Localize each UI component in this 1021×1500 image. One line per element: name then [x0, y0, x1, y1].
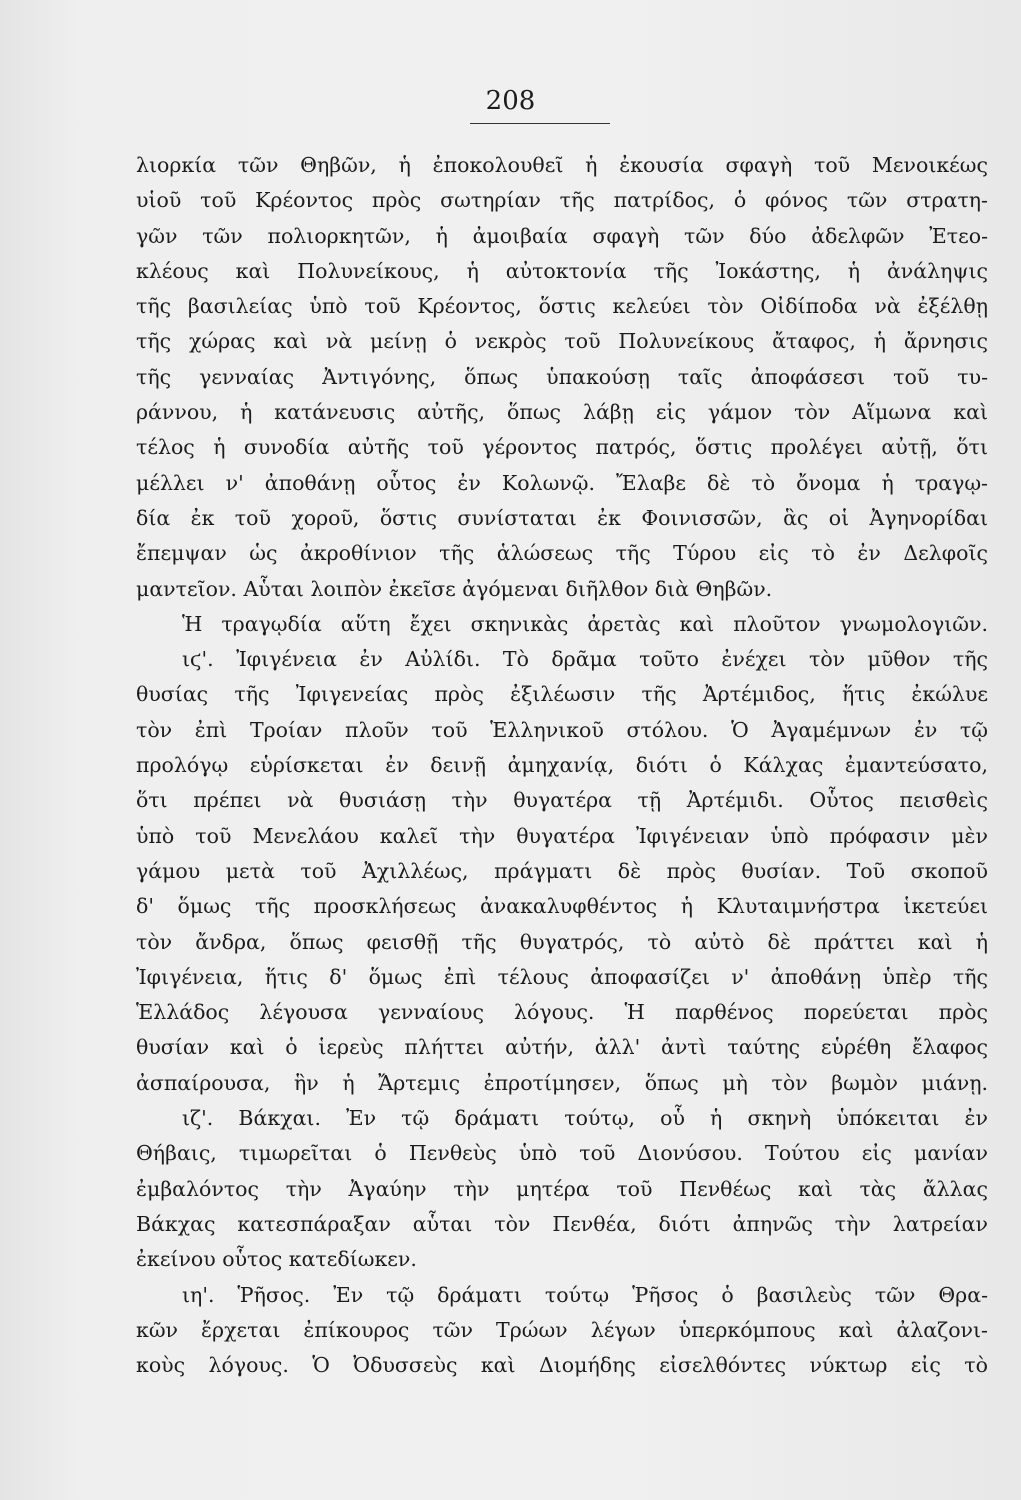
text-line: τὸν ἐπὶ Τροίαν πλοῦν τοῦ Ἑλληνικοῦ στόλου. Ὁ Ἀγαμέμνων ἐν τῷ: [136, 717, 988, 742]
text-line: τῆς βασιλείας ὑπὸ τοῦ Κρέοντος, ὅστις κελεύει τὸν Οἰδίποδα νὰ ἐξέλθῃ: [136, 294, 988, 319]
text-line: μέλλει ν' ἀποθάνῃ οὗτος ἐν Κολωνῷ. Ἔλαβε δὲ τὸ ὄνομα ἡ τραγῳ-: [136, 470, 988, 495]
text-line: θυσίαν καὶ ὁ ἱερεὺς πλήττει αὐτήν, ἀλλ' ἀντὶ ταύτης εὑρέθη ἔλαφος: [136, 1035, 988, 1060]
text-line: ράννου, ἡ κατάνευσις αὐτῆς, ὅπως λάβῃ εἰς γάμον τὸν Αἵμωνα καὶ: [136, 400, 988, 425]
text-line: γῶν τῶν πολιορκητῶν, ἡ ἀμοιβαία σφαγὴ τῶν δύο ἀδελφῶν Ἐτεο-: [136, 223, 988, 248]
text-line: Ἡ τραγῳδία αὕτη ἔχει σκηνικὰς ἀρετὰς καὶ πλοῦτον γνωμολογιῶν.: [182, 611, 988, 636]
text-line: Βάκχας κατεσπάραξαν αὗται τὸν Πενθέα, διότι ἀπηνῶς τὴν λατρείαν: [136, 1211, 988, 1236]
text-line: ιη'. Ῥῆσος. Ἐν τῷ δράματι τούτῳ Ῥῆσος ὁ βασιλεὺς τῶν Θρα-: [182, 1282, 988, 1307]
text-line: κοὺς λόγους. Ὁ Ὀδυσσεὺς καὶ Διομήδης εἰσελθόντες νύκτωρ εἰς τὸ: [136, 1353, 988, 1378]
text-line: ἔπεμψαν ὡς ἀκροθίνιον τῆς ἁλώσεως τῆς Τύρου εἰς τὸ ἐν Δελφοῖς: [136, 541, 988, 566]
text-line: τὸν ἄνδρα, ὅπως φεισθῇ τῆς θυγατρός, τὸ αὐτὸ δὲ πράττει καὶ ἡ: [136, 929, 988, 954]
text-line: ιϛ'. Ἰφιγένεια ἐν Αὐλίδι. Τὸ δρᾶμα τοῦτο ἐνέχει τὸν μῦθον τῆς: [182, 647, 988, 672]
page-number: 208: [485, 86, 536, 116]
text-line: προλόγῳ εὑρίσκεται ἐν δεινῇ ἀμηχανίᾳ, διότι ὁ Κάλχας ἐμαντεύσατο,: [136, 753, 988, 778]
text-line: Θήβαις, τιμωρεῖται ὁ Πενθεὺς ὑπὸ τοῦ Διονύσου. Τούτου εἰς μανίαν: [136, 1141, 988, 1166]
text-line: κῶν ἔρχεται ἐπίκουρος τῶν Τρώων λέγων ὑπερκόμπους καὶ ἀλαζονι-: [136, 1317, 988, 1342]
text-line: μαντεῖον. Αὗται λοιπὸν ἐκεῖσε ἀγόμεναι διῆλθον διὰ Θηβῶν.: [136, 576, 773, 601]
text-line: ἐμβαλόντος τὴν Ἀγαύην τὴν μητέρα τοῦ Πενθέως καὶ τὰς ἄλλας: [136, 1176, 988, 1201]
text-line: ἀσπαίρουσα, ἣν ἡ Ἄρτεμις ἐπροτίμησεν, ὅπως μὴ τὸν βωμὸν μιάνῃ.: [136, 1070, 988, 1095]
text-line: κλέους καὶ Πολυνείκους, ἡ αὐτοκτονία τῆς Ἰοκάστης, ἡ ἀνάληψις: [136, 258, 988, 283]
text-line: ιζ'. Βάκχαι. Ἐν τῷ δράματι τούτῳ, οὗ ἡ σκηνὴ ὑπόκειται ἐν: [182, 1106, 988, 1131]
text-line: δία ἐκ τοῦ χοροῦ, ὅστις συνίσταται ἐκ Φοινισσῶν, ἃς οἱ Ἀγηνορίδαι: [136, 505, 988, 530]
text-line: γάμου μετὰ τοῦ Ἀχιλλέως, πράγματι δὲ πρὸς θυσίαν. Τοῦ σκοποῦ: [136, 858, 988, 883]
text-line: υἱοῦ τοῦ Κρέοντος πρὸς σωτηρίαν τῆς πατρίδος, ὁ φόνος τῶν στρατη-: [136, 188, 988, 213]
text-line: τῆς γενναίας Ἀντιγόνης, ὅπως ὑπακούσῃ ταῖς ἀποφάσεσι τοῦ τυ-: [136, 364, 988, 389]
text-line: δ' ὅμως τῆς προσκλήσεως ἀνακαλυφθέντος ἡ Κλυταιμνήστρα ἱκετεύει: [136, 894, 988, 919]
text-line: Ἑλλάδος λέγουσα γενναίους λόγους. Ἡ παρθένος πορεύεται πρὸς: [136, 1000, 988, 1025]
text-line: θυσίας τῆς Ἰφιγενείας πρὸς ἐξιλέωσιν τῆς Ἀρτέμιδος, ἥτις ἐκώλυε: [136, 682, 988, 707]
text-line: ἐκείνου οὗτος κατεδίωκεν.: [136, 1247, 417, 1272]
text-line: τέλος ἡ συνοδία αὐτῆς τοῦ γέροντος πατρός, ὅστις προλέγει αὐτῇ, ὅτι: [136, 435, 988, 460]
text-line: ὅτι πρέπει νὰ θυσιάσῃ τὴν θυγατέρα τῇ Ἀρτέμιδι. Οὗτος πεισθεὶς: [136, 788, 988, 813]
text-line: τῆς χώρας καὶ νὰ μείνῃ ὁ νεκρὸς τοῦ Πολυνείκους ἄταφος, ἡ ἄρνησις: [136, 329, 988, 354]
body-text: [136, 148, 988, 1383]
header-rule: [470, 123, 610, 124]
text-line: λιορκία τῶν Θηβῶν, ἡ ἐποκολουθεῖ ἡ ἐκουσία σφαγὴ τοῦ Μενοικέως: [136, 153, 988, 177]
text-line: ὑπὸ τοῦ Μενελάου καλεῖ τὴν θυγατέρα Ἰφιγένειαν ὑπὸ πρόφασιν μὲν: [136, 823, 988, 848]
text-line: Ἰφιγένεια, ἥτις δ' ὅμως ἐπὶ τέλους ἀποφασίζει ν' ἀποθάνῃ ὑπὲρ τῆς: [136, 964, 988, 989]
